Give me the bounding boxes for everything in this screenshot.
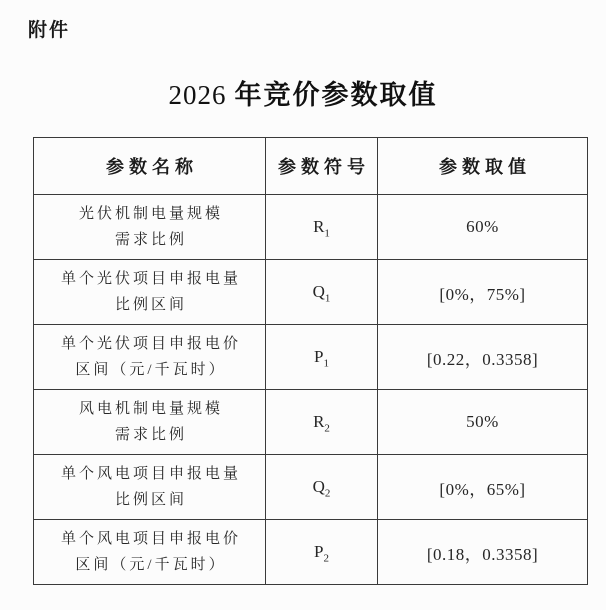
param-name-cell [34,195,266,260]
table-header-row [34,138,588,195]
symbol-subscript: 2 [323,552,329,565]
param-name-line1: 风电机制电量规模 [78,401,223,417]
header-param-name: 参数名称 [34,138,266,195]
param-value-cell: [0.22，0.3358] [378,325,588,390]
param-value-cell: [0.18，0.3358] [378,520,588,585]
param-symbol-cell [266,520,378,585]
symbol-base: P [314,542,324,561]
parameter-table [33,137,588,585]
attachment-label: 附件 [28,20,71,41]
param-name-line1: 单个风电项目申报电价 [60,531,241,547]
param-name-cell [34,390,266,455]
param-name-line2: 需求比例 [114,427,187,443]
param-name-line1: 单个光伏项目申报电量 [60,271,241,287]
param-symbol-cell [266,390,378,455]
title-year: 2026 [168,80,227,110]
param-name-cell [34,520,266,585]
table-row [34,455,588,520]
symbol-base: R [313,217,325,236]
header-param-symbol: 参数符号 [266,138,378,195]
param-symbol-cell [266,195,378,260]
param-value-cell: [0%，75%] [378,260,588,325]
table-row [34,390,588,455]
param-name-line1: 光伏机制电量规模 [78,206,223,222]
title-text: 年竞价参数取值 [234,80,438,110]
symbol-base: Q [312,282,325,301]
param-name-line2: 需求比例 [114,232,187,248]
param-name-line2: 区间（元/千瓦时） [75,362,227,378]
symbol-base: Q [312,477,325,496]
page-title [0,76,606,114]
param-name-line2: 比例区间 [114,492,187,508]
param-name-cell [34,325,266,390]
param-name-line1: 单个光伏项目申报电价 [60,336,241,352]
param-name-line1: 单个风电项目申报电量 [60,466,241,482]
symbol-subscript: 1 [324,292,331,305]
table-row [34,260,588,325]
param-name-line2: 区间（元/千瓦时） [75,557,227,573]
param-value-cell: 60% [378,195,588,260]
symbol-base: P [314,347,324,366]
symbol-subscript: 1 [324,227,330,240]
param-name-cell [34,455,266,520]
param-symbol-cell [266,325,378,390]
table-row [34,520,588,585]
table-row [34,195,588,260]
symbol-subscript: 1 [323,357,329,370]
symbol-base: R [313,412,325,431]
symbol-subscript: 2 [324,487,331,500]
param-symbol-cell [266,260,378,325]
param-value-cell: [0%，65%] [378,455,588,520]
param-name-line2: 比例区间 [114,297,187,313]
param-symbol-cell [266,455,378,520]
param-name-cell [34,260,266,325]
table-row [34,325,588,390]
header-param-value: 参数取值 [378,138,588,195]
symbol-subscript: 2 [324,422,330,435]
param-value-cell: 50% [378,390,588,455]
